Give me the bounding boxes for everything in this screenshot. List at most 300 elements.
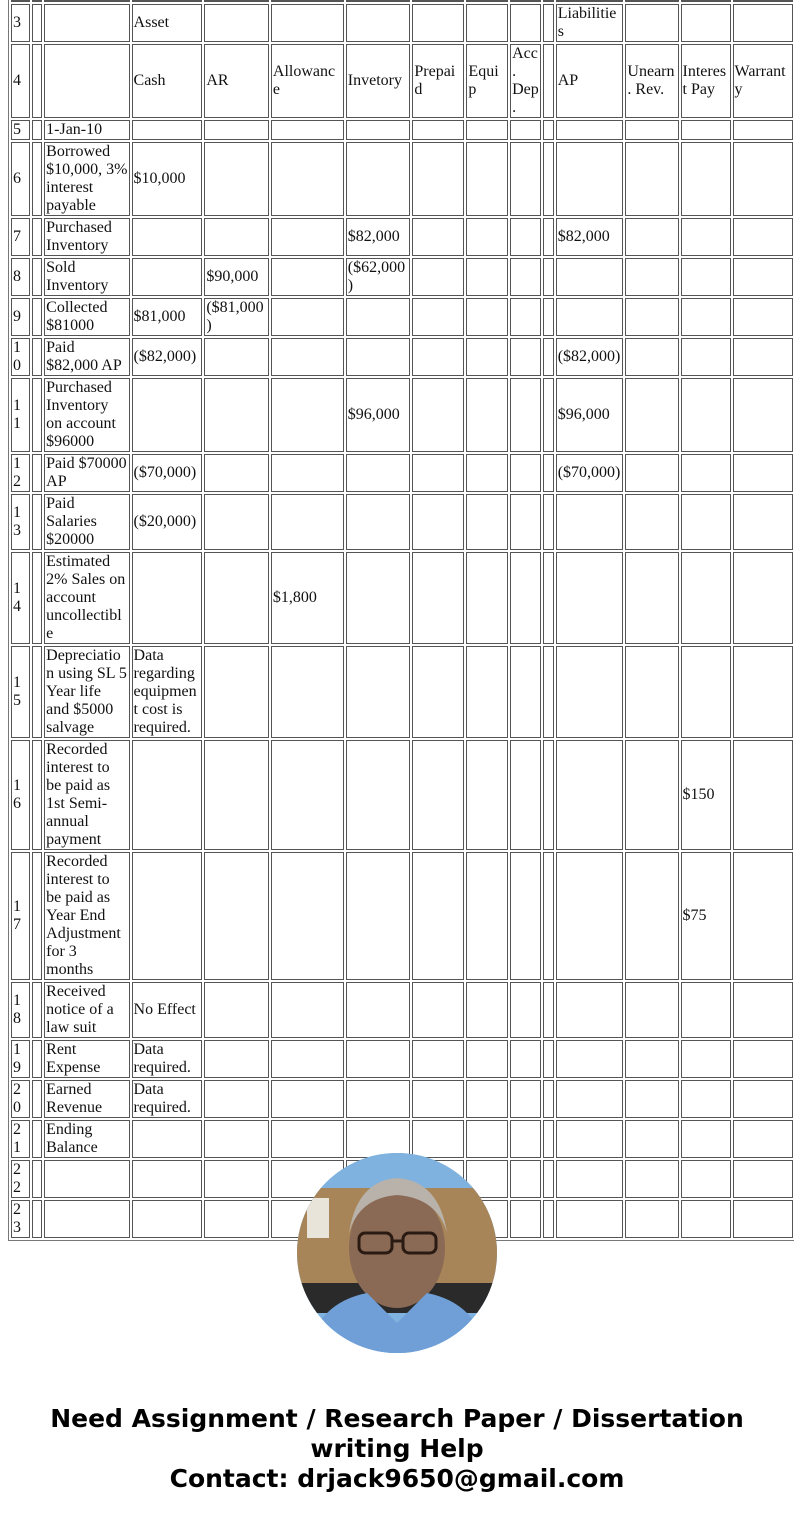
value-cell[interactable] [510,378,541,452]
value-cell[interactable] [204,1200,269,1238]
value-cell[interactable] [412,1120,464,1158]
value-cell[interactable] [681,258,731,296]
value-cell[interactable] [346,0,411,2]
value-cell[interactable] [204,378,269,452]
description-cell[interactable] [44,1200,129,1238]
value-cell[interactable] [681,494,731,550]
value-cell[interactable] [346,494,411,550]
value-cell[interactable]: $82,000 [346,218,411,256]
value-cell[interactable] [346,338,411,376]
value-cell[interactable] [543,740,553,850]
row-number-cell[interactable]: 18 [11,982,30,1038]
value-cell[interactable] [733,142,794,216]
value-cell[interactable] [625,552,678,644]
value-cell[interactable] [466,1040,508,1078]
value-cell[interactable] [346,142,411,216]
value-cell[interactable] [412,142,464,216]
value-cell[interactable] [204,0,269,2]
value-cell[interactable] [510,852,541,980]
value-cell[interactable] [271,338,344,376]
value-cell[interactable] [543,982,553,1038]
value-cell[interactable]: Allowance [271,44,344,118]
value-cell[interactable] [510,0,541,2]
blank-cell[interactable] [32,218,42,256]
value-cell[interactable]: Equip [466,44,508,118]
value-cell[interactable] [625,1160,678,1198]
value-cell[interactable] [204,852,269,980]
value-cell[interactable] [543,646,553,738]
value-cell[interactable] [556,852,624,980]
blank-cell[interactable] [32,646,42,738]
value-cell[interactable] [510,298,541,336]
value-cell[interactable] [556,552,624,644]
value-cell[interactable] [346,1040,411,1078]
value-cell[interactable] [271,646,344,738]
value-cell[interactable] [733,982,794,1038]
value-cell[interactable] [681,552,731,644]
description-cell[interactable]: Purchased Inventory [44,218,129,256]
value-cell[interactable] [271,142,344,216]
value-cell[interactable] [271,740,344,850]
value-cell[interactable] [204,142,269,216]
value-cell[interactable] [271,258,344,296]
value-cell[interactable] [543,4,553,42]
row-number-cell[interactable]: 20 [11,1080,30,1118]
value-cell[interactable] [466,0,508,2]
blank-cell[interactable] [32,1200,42,1238]
row-number-cell[interactable]: 14 [11,552,30,644]
description-cell[interactable] [44,1160,129,1198]
value-cell[interactable] [346,740,411,850]
row-number-cell[interactable]: 10 [11,338,30,376]
value-cell[interactable] [510,120,541,140]
value-cell[interactable]: Acc. Dep. [510,44,541,118]
value-cell[interactable]: ($82,000) [556,338,624,376]
value-cell[interactable] [132,258,203,296]
value-cell[interactable] [681,1120,731,1158]
value-cell[interactable] [556,646,624,738]
value-cell[interactable] [681,454,731,492]
value-cell[interactable] [466,378,508,452]
value-cell[interactable] [733,552,794,644]
value-cell[interactable] [625,982,678,1038]
value-cell[interactable] [412,646,464,738]
value-cell[interactable] [271,218,344,256]
value-cell[interactable] [132,852,203,980]
value-cell[interactable] [466,740,508,850]
value-cell[interactable] [271,120,344,140]
value-cell[interactable] [271,378,344,452]
value-cell[interactable] [466,258,508,296]
value-cell[interactable] [132,1160,203,1198]
value-cell[interactable] [681,0,731,2]
value-cell[interactable] [625,120,678,140]
description-cell[interactable]: Borrowed $10,000, 3% interest payable [44,142,129,216]
value-cell[interactable] [412,740,464,850]
value-cell[interactable] [625,1200,678,1238]
value-cell[interactable] [510,454,541,492]
value-cell[interactable]: Prepaid [412,44,464,118]
value-cell[interactable] [271,4,344,42]
value-cell[interactable] [204,1040,269,1078]
value-cell[interactable] [466,454,508,492]
value-cell[interactable] [510,982,541,1038]
value-cell[interactable] [271,1040,344,1078]
value-cell[interactable] [556,1160,624,1198]
description-cell[interactable]: Earned Revenue [44,1080,129,1118]
value-cell[interactable] [625,1080,678,1118]
value-cell[interactable] [733,646,794,738]
value-cell[interactable] [346,552,411,644]
value-cell[interactable] [556,120,624,140]
value-cell[interactable] [412,1080,464,1118]
value-cell[interactable]: $150 [681,740,731,850]
value-cell[interactable] [412,852,464,980]
value-cell[interactable] [733,258,794,296]
value-cell[interactable] [412,0,464,2]
value-cell[interactable] [510,1160,541,1198]
value-cell[interactable] [556,1040,624,1078]
description-cell[interactable]: Collected $81000 [44,298,129,336]
value-cell[interactable] [681,142,731,216]
value-cell[interactable]: $75 [681,852,731,980]
value-cell[interactable] [204,1160,269,1198]
value-cell[interactable] [510,1120,541,1158]
value-cell[interactable] [556,142,624,216]
value-cell[interactable] [204,4,269,42]
value-cell[interactable] [412,1040,464,1078]
value-cell[interactable]: $1,800 [271,552,344,644]
description-cell[interactable]: Paid $82,000 AP [44,338,129,376]
value-cell[interactable] [510,552,541,644]
value-cell[interactable] [625,494,678,550]
value-cell[interactable] [271,298,344,336]
value-cell[interactable] [510,494,541,550]
value-cell[interactable] [132,0,203,2]
value-cell[interactable] [412,338,464,376]
value-cell[interactable] [681,298,731,336]
blank-cell[interactable] [32,258,42,296]
value-cell[interactable]: $10,000 [132,142,203,216]
value-cell[interactable]: Interest Pay [681,44,731,118]
value-cell[interactable]: Data required. [132,1080,203,1118]
description-cell[interactable] [44,44,129,118]
blank-cell[interactable] [32,552,42,644]
row-number-cell[interactable] [11,0,30,2]
value-cell[interactable] [733,1080,794,1118]
row-number-cell[interactable]: 22 [11,1160,30,1198]
value-cell[interactable] [466,120,508,140]
value-cell[interactable] [466,298,508,336]
value-cell[interactable] [510,740,541,850]
value-cell[interactable] [556,258,624,296]
value-cell[interactable] [510,1200,541,1238]
value-cell[interactable] [132,120,203,140]
value-cell[interactable] [412,218,464,256]
value-cell[interactable] [543,378,553,452]
row-number-cell[interactable]: 4 [11,44,30,118]
value-cell[interactable] [681,338,731,376]
value-cell[interactable] [733,494,794,550]
value-cell[interactable] [412,258,464,296]
value-cell[interactable] [346,646,411,738]
value-cell[interactable] [132,1200,203,1238]
value-cell[interactable] [543,1080,553,1118]
value-cell[interactable] [132,552,203,644]
value-cell[interactable]: $81,000 [132,298,203,336]
value-cell[interactable] [733,1040,794,1078]
value-cell[interactable] [681,1080,731,1118]
row-number-cell[interactable]: 17 [11,852,30,980]
value-cell[interactable] [466,338,508,376]
description-cell[interactable]: 1-Jan-10 [44,120,129,140]
value-cell[interactable] [625,298,678,336]
description-cell[interactable]: Recorded interest to be paid as 1st Semi-annual payment [44,740,129,850]
description-cell[interactable]: Paid Salaries $20000 [44,494,129,550]
value-cell[interactable] [466,218,508,256]
value-cell[interactable] [271,454,344,492]
value-cell[interactable] [204,218,269,256]
value-cell[interactable] [346,454,411,492]
value-cell[interactable]: $82,000 [556,218,624,256]
value-cell[interactable] [204,1080,269,1118]
value-cell[interactable] [556,1120,624,1158]
description-cell[interactable]: Estimated 2% Sales on account uncollectible [44,552,129,644]
row-number-cell[interactable]: 16 [11,740,30,850]
value-cell[interactable] [625,1120,678,1158]
value-cell[interactable] [466,852,508,980]
row-number-cell[interactable]: 6 [11,142,30,216]
blank-cell[interactable] [32,494,42,550]
value-cell[interactable] [412,454,464,492]
blank-cell[interactable] [32,0,42,2]
value-cell[interactable] [204,1120,269,1158]
value-cell[interactable]: $96,000 [346,378,411,452]
value-cell[interactable] [412,378,464,452]
value-cell[interactable] [733,852,794,980]
row-number-cell[interactable]: 5 [11,120,30,140]
blank-cell[interactable] [32,378,42,452]
value-cell[interactable] [271,1120,344,1158]
value-cell[interactable] [466,552,508,644]
value-cell[interactable] [204,494,269,550]
value-cell[interactable] [733,218,794,256]
row-number-cell[interactable]: 21 [11,1120,30,1158]
value-cell[interactable] [625,4,678,42]
value-cell[interactable] [510,1040,541,1078]
value-cell[interactable] [543,338,553,376]
value-cell[interactable] [346,298,411,336]
value-cell[interactable] [625,740,678,850]
value-cell[interactable] [510,218,541,256]
value-cell[interactable] [412,552,464,644]
value-cell[interactable]: Data regarding equipment cost is required. [132,646,203,738]
value-cell[interactable] [204,740,269,850]
value-cell[interactable] [543,298,553,336]
description-cell[interactable]: Sold Inventory [44,258,129,296]
row-number-cell[interactable]: 15 [11,646,30,738]
value-cell[interactable] [733,454,794,492]
blank-cell[interactable] [32,298,42,336]
value-cell[interactable] [466,1120,508,1158]
blank-cell[interactable] [32,142,42,216]
value-cell[interactable] [510,338,541,376]
description-cell[interactable]: Received notice of a law suit [44,982,129,1038]
value-cell[interactable] [625,1040,678,1078]
value-cell[interactable] [510,646,541,738]
value-cell[interactable] [132,378,203,452]
value-cell[interactable] [346,982,411,1038]
value-cell[interactable] [466,494,508,550]
value-cell[interactable] [204,338,269,376]
value-cell[interactable] [346,4,411,42]
value-cell[interactable] [556,740,624,850]
description-cell[interactable]: Depreciation using SL 5 Year life and $5000 salvage [44,646,129,738]
value-cell[interactable] [271,982,344,1038]
value-cell[interactable]: ($70,000) [556,454,624,492]
value-cell[interactable]: $96,000 [556,378,624,452]
value-cell[interactable] [510,4,541,42]
row-number-cell[interactable]: 13 [11,494,30,550]
value-cell[interactable] [556,982,624,1038]
value-cell[interactable] [625,338,678,376]
value-cell[interactable] [681,378,731,452]
value-cell[interactable] [510,258,541,296]
value-cell[interactable] [625,142,678,216]
value-cell[interactable] [543,0,553,2]
value-cell[interactable]: ($81,000) [204,298,269,336]
value-cell[interactable] [625,646,678,738]
value-cell[interactable] [466,4,508,42]
row-number-cell[interactable]: 3 [11,4,30,42]
value-cell[interactable] [733,0,794,2]
value-cell[interactable] [733,378,794,452]
value-cell[interactable] [543,1120,553,1158]
value-cell[interactable] [204,120,269,140]
value-cell[interactable] [204,454,269,492]
value-cell[interactable] [543,552,553,644]
value-cell[interactable] [625,0,678,2]
row-number-cell[interactable]: 9 [11,298,30,336]
blank-cell[interactable] [32,454,42,492]
value-cell[interactable] [625,258,678,296]
value-cell[interactable] [681,1200,731,1238]
value-cell[interactable]: Asset [132,4,203,42]
value-cell[interactable] [543,44,553,118]
value-cell[interactable]: AR [204,44,269,118]
value-cell[interactable] [733,1120,794,1158]
blank-cell[interactable] [32,852,42,980]
blank-cell[interactable] [32,1080,42,1118]
value-cell[interactable]: Liabilities [556,4,624,42]
value-cell[interactable] [733,120,794,140]
value-cell[interactable] [556,1080,624,1118]
value-cell[interactable] [412,4,464,42]
row-number-cell[interactable]: 23 [11,1200,30,1238]
blank-cell[interactable] [32,4,42,42]
value-cell[interactable] [625,852,678,980]
value-cell[interactable] [543,1200,553,1238]
row-number-cell[interactable]: 7 [11,218,30,256]
value-cell[interactable] [556,494,624,550]
value-cell[interactable] [271,852,344,980]
value-cell[interactable] [543,1160,553,1198]
value-cell[interactable] [543,494,553,550]
description-cell[interactable]: Rent Expense [44,1040,129,1078]
value-cell[interactable] [681,1160,731,1198]
value-cell[interactable] [204,552,269,644]
blank-cell[interactable] [32,1040,42,1078]
value-cell[interactable] [556,298,624,336]
value-cell[interactable] [466,1080,508,1118]
value-cell[interactable]: ($62,000) [346,258,411,296]
value-cell[interactable] [681,646,731,738]
value-cell[interactable] [543,454,553,492]
value-cell[interactable] [681,982,731,1038]
value-cell[interactable] [733,1160,794,1198]
value-cell[interactable] [543,852,553,980]
blank-cell[interactable] [32,44,42,118]
value-cell[interactable] [346,1080,411,1118]
value-cell[interactable] [543,120,553,140]
value-cell[interactable]: ($70,000) [132,454,203,492]
blank-cell[interactable] [32,120,42,140]
value-cell[interactable] [466,646,508,738]
value-cell[interactable] [733,1200,794,1238]
description-cell[interactable]: Ending Balance [44,1120,129,1158]
value-cell[interactable] [132,740,203,850]
value-cell[interactable]: $90,000 [204,258,269,296]
value-cell[interactable] [733,740,794,850]
value-cell[interactable] [346,852,411,980]
value-cell[interactable]: Cash [132,44,203,118]
row-number-cell[interactable]: 11 [11,378,30,452]
value-cell[interactable] [271,1080,344,1118]
value-cell[interactable] [271,494,344,550]
description-cell[interactable]: Recorded interest to be paid as Year End Adjustment for 3 months [44,852,129,980]
value-cell[interactable] [204,982,269,1038]
value-cell[interactable] [733,4,794,42]
value-cell[interactable] [346,120,411,140]
value-cell[interactable]: Unearn. Rev. [625,44,678,118]
blank-cell[interactable] [32,982,42,1038]
value-cell[interactable] [466,982,508,1038]
value-cell[interactable] [556,0,624,2]
description-cell[interactable]: Paid $70000 AP [44,454,129,492]
value-cell[interactable] [543,218,553,256]
value-cell[interactable] [271,0,344,2]
blank-cell[interactable] [32,338,42,376]
value-cell[interactable]: ($82,000) [132,338,203,376]
value-cell[interactable] [681,218,731,256]
value-cell[interactable] [733,338,794,376]
value-cell[interactable] [132,218,203,256]
description-cell[interactable] [44,0,129,2]
value-cell[interactable] [625,218,678,256]
blank-cell[interactable] [32,1160,42,1198]
value-cell[interactable] [204,646,269,738]
value-cell[interactable]: Invetory [346,44,411,118]
row-number-cell[interactable]: 19 [11,1040,30,1078]
blank-cell[interactable] [32,1120,42,1158]
value-cell[interactable] [132,1120,203,1158]
value-cell[interactable] [625,378,678,452]
value-cell[interactable] [625,454,678,492]
value-cell[interactable]: No Effect [132,982,203,1038]
row-number-cell[interactable]: 12 [11,454,30,492]
blank-cell[interactable] [32,740,42,850]
value-cell[interactable]: Data required. [132,1040,203,1078]
